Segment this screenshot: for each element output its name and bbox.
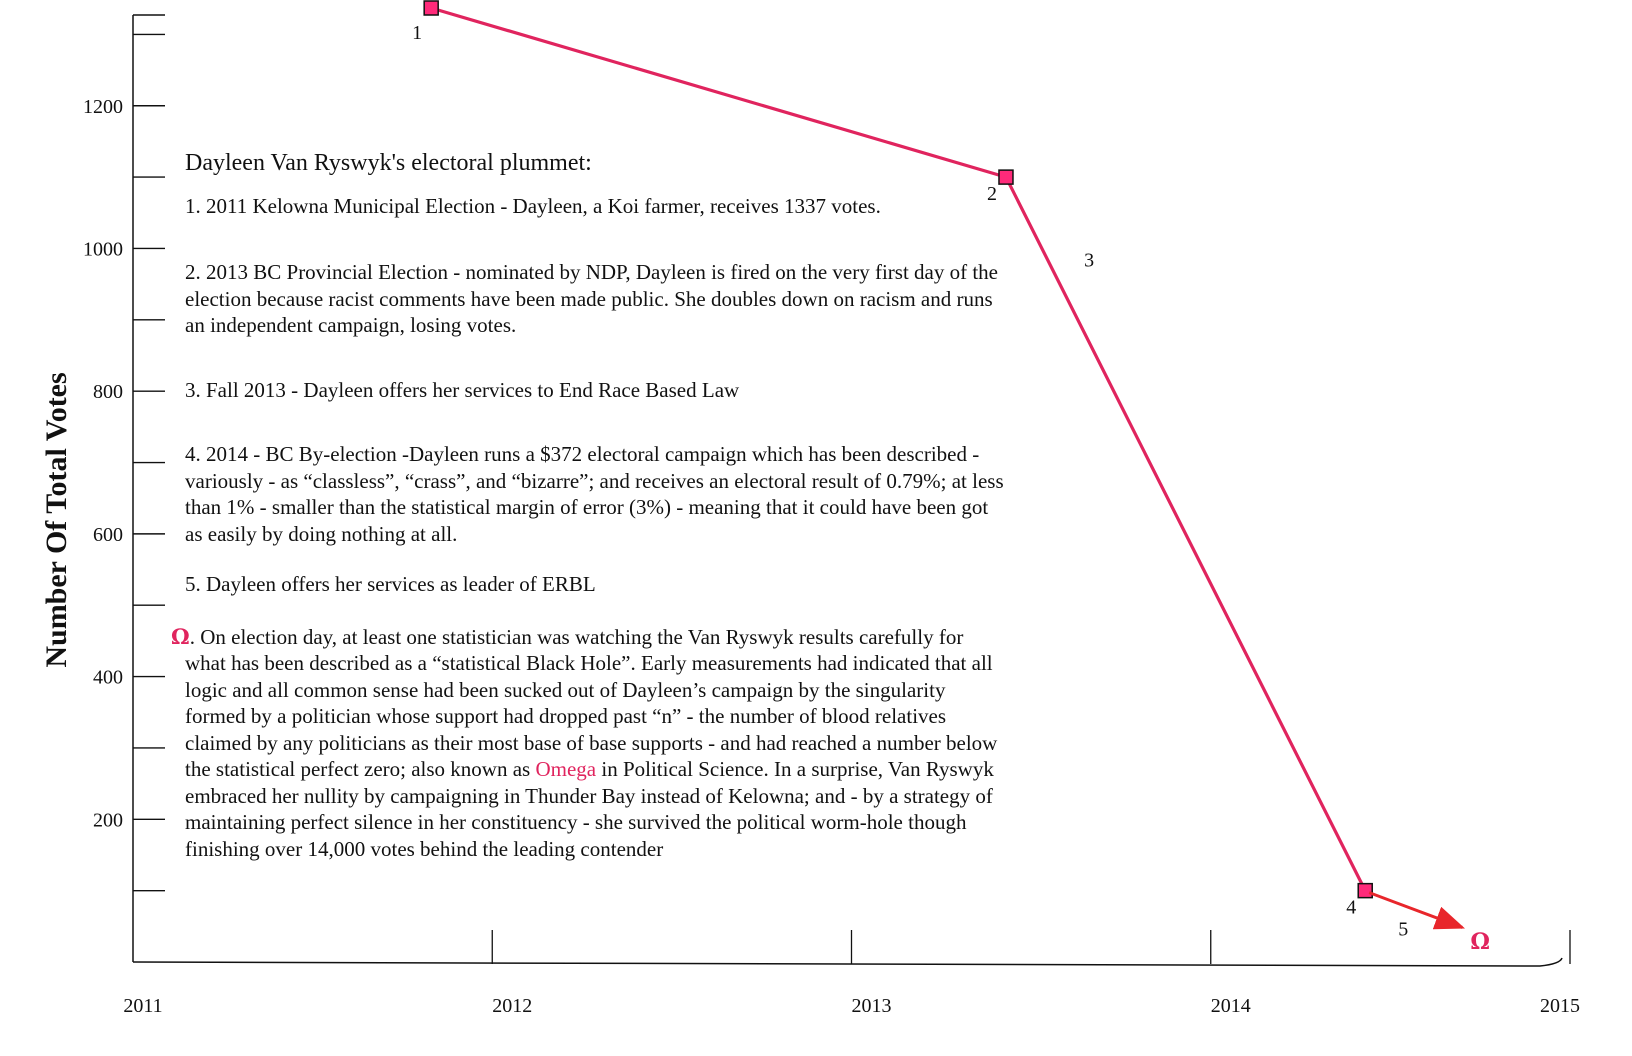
trend-arrow xyxy=(1369,893,1462,928)
y-tick-label: 1000 xyxy=(83,238,123,261)
note-2: 2. 2013 BC Provincial Election - nominated by NDP, Dayleen is fired on the very first day of the election because racist comments have been made public. She doubles down on racism and runs an independent campaign, losing votes. xyxy=(185,260,999,337)
segment-label: 3 xyxy=(1084,249,1095,272)
data-point-marker xyxy=(1358,884,1372,898)
x-axis-line xyxy=(133,958,1562,966)
segment-label: 5 xyxy=(1398,918,1409,941)
omega-symbol: Ω xyxy=(171,623,190,649)
x-tick-label: 2012 xyxy=(492,995,533,1017)
x-ticks xyxy=(123,930,1580,1017)
note-3: 3. Fall 2013 - Dayleen offers her services to End Race Based Law xyxy=(185,377,740,402)
note-omega xyxy=(171,623,1005,863)
y-major-ticks xyxy=(83,96,165,832)
y-axis-label: Number Of Total Votes xyxy=(40,372,73,668)
y-tick-label: 200 xyxy=(93,809,123,832)
data-point-label: 4 xyxy=(1346,896,1357,919)
note-omega-text-b: in Political Science. In a surprise, Van Ryswyk embraced her nullity by campaigning in Thunder Bay instead of Kelowna; and - by a strategy of maintaining perfect silence in her constituency - she survived the political worm-hole though finishing over 14,000 votes behind the leading contender xyxy=(185,757,994,861)
x-tick-label: 2015 xyxy=(1540,995,1580,1017)
y-minor-ticks xyxy=(133,15,165,891)
data-point-label: 2 xyxy=(986,183,997,206)
y-tick-label: 400 xyxy=(93,666,123,689)
note-1: 1. 2011 Kelowna Municipal Election - Dayleen, a Koi farmer, receives 1337 votes. xyxy=(185,193,881,218)
data-point-label: 1 xyxy=(412,22,423,44)
y-tick-label: 600 xyxy=(93,523,123,546)
x-tick-label: 2013 xyxy=(851,995,892,1017)
data-point-marker xyxy=(424,1,438,15)
x-tick-label: 2011 xyxy=(123,995,163,1017)
x-tick-label: 2014 xyxy=(1210,995,1251,1017)
notes-title: Dayleen Van Ryswyk's electoral plummet: xyxy=(185,150,592,176)
note-5: 5. Dayleen offers her services as leader of ERBL xyxy=(185,572,596,596)
omega-end-marker: Ω xyxy=(1470,929,1490,956)
y-tick-label: 800 xyxy=(93,381,123,404)
note-4: 4. 2014 - BC By-election -Dayleen runs a $372 electoral campaign which has been described - variously - as “classless”, “crass”, and “bizarre”; and receives an electoral result of 0.79%; at less than 1% - smaller than the statistical margin of error (3%) - meaning that it could have been got as easily by doing nothing at all. xyxy=(185,442,1004,546)
y-tick-label: 1200 xyxy=(83,95,123,118)
note-omega-text-a: . On election day, at least one statistician was watching the Van Ryswyk results carefully for what has been described as a “statistical Black Hole”. Early measurements had indicated that all logic and all common sense had been sucked out of Dayleen’s campaign by the singularity formed by a politician whose support had dropped past “n” - the number of blood relatives claimed by any politicians as their most base of base supports - and had reached a number below the statistical perfect zero; also known as xyxy=(185,624,998,781)
annotation-notes xyxy=(171,150,1005,862)
omega-word: Omega xyxy=(535,757,597,781)
